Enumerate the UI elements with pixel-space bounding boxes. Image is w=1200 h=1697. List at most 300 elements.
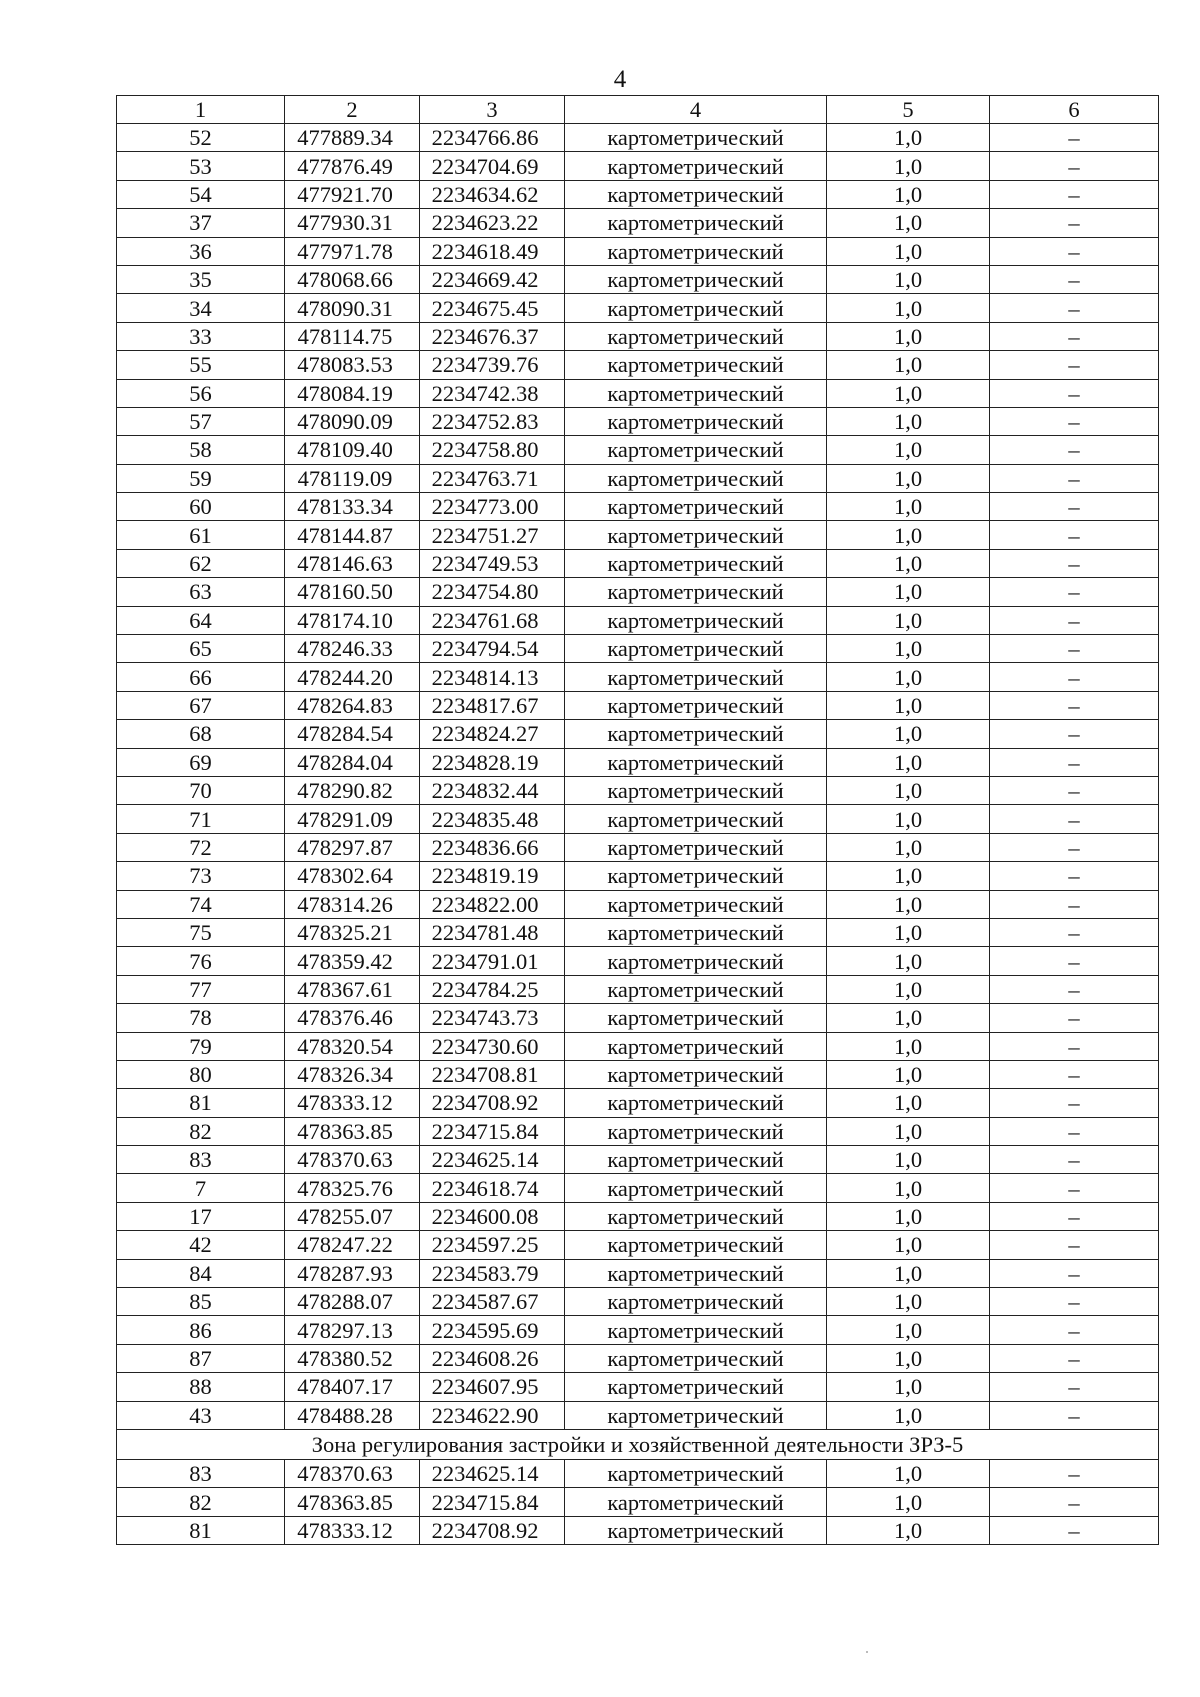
method-cell: картометрический — [565, 1288, 827, 1316]
method-cell: картометрический — [565, 1231, 827, 1259]
description-cell: – — [990, 1004, 1159, 1032]
table-row — [117, 1032, 1159, 1060]
point-number-cell: 83 — [117, 1459, 285, 1487]
table-row — [117, 1401, 1159, 1429]
table-row — [117, 833, 1159, 861]
method-cell: картометрический — [565, 748, 827, 776]
accuracy-cell: 1,0 — [827, 1373, 990, 1401]
description-cell: – — [990, 1288, 1159, 1316]
accuracy-cell: 1,0 — [827, 1344, 990, 1372]
y-coordinate-cell: 2234817.67 — [420, 691, 565, 719]
table-row — [117, 1288, 1159, 1316]
description-cell: – — [990, 748, 1159, 776]
x-coordinate-cell: 478144.87 — [285, 521, 420, 549]
description-cell: – — [990, 209, 1159, 237]
x-coordinate-cell: 478333.12 — [285, 1516, 420, 1544]
y-coordinate-cell: 2234781.48 — [420, 918, 565, 946]
y-coordinate-cell: 2234832.44 — [420, 776, 565, 804]
header-cell-1: 1 — [117, 96, 285, 124]
method-cell: картометрический — [565, 691, 827, 719]
zone-title-row — [117, 1429, 1159, 1459]
description-cell: – — [990, 1231, 1159, 1259]
x-coordinate-cell: 478083.53 — [285, 351, 420, 379]
accuracy-cell: 1,0 — [827, 578, 990, 606]
description-cell: – — [990, 1401, 1159, 1429]
y-coordinate-cell: 2234791.01 — [420, 947, 565, 975]
accuracy-cell: 1,0 — [827, 606, 990, 634]
x-coordinate-cell: 478264.83 — [285, 691, 420, 719]
description-cell: – — [990, 918, 1159, 946]
method-cell: картометрический — [565, 720, 827, 748]
point-number-cell: 82 — [117, 1117, 285, 1145]
description-cell: – — [990, 1516, 1159, 1544]
y-coordinate-cell: 2234715.84 — [420, 1117, 565, 1145]
x-coordinate-cell: 478114.75 — [285, 322, 420, 350]
x-coordinate-cell: 477971.78 — [285, 237, 420, 265]
y-coordinate-cell: 2234824.27 — [420, 720, 565, 748]
method-cell: картометрический — [565, 1146, 827, 1174]
accuracy-cell: 1,0 — [827, 1060, 990, 1088]
table-row — [117, 1316, 1159, 1344]
x-coordinate-cell: 478325.76 — [285, 1174, 420, 1202]
table-row — [117, 1117, 1159, 1145]
description-cell: – — [990, 606, 1159, 634]
description-cell: – — [990, 379, 1159, 407]
x-coordinate-cell: 478084.19 — [285, 379, 420, 407]
y-coordinate-cell: 2234708.81 — [420, 1060, 565, 1088]
accuracy-cell: 1,0 — [827, 1032, 990, 1060]
accuracy-cell: 1,0 — [827, 351, 990, 379]
point-number-cell: 37 — [117, 209, 285, 237]
y-coordinate-cell: 2234743.73 — [420, 1004, 565, 1032]
y-coordinate-cell: 2234766.86 — [420, 124, 565, 152]
accuracy-cell: 1,0 — [827, 833, 990, 861]
description-cell: – — [990, 975, 1159, 1003]
point-number-cell: 53 — [117, 152, 285, 180]
point-number-cell: 61 — [117, 521, 285, 549]
coordinates-table — [116, 95, 1159, 1545]
table-row — [117, 890, 1159, 918]
accuracy-cell: 1,0 — [827, 1288, 990, 1316]
y-coordinate-cell: 2234715.84 — [420, 1488, 565, 1516]
accuracy-cell: 1,0 — [827, 209, 990, 237]
description-cell: – — [990, 521, 1159, 549]
description-cell: – — [990, 635, 1159, 663]
point-number-cell: 55 — [117, 351, 285, 379]
description-cell: – — [990, 152, 1159, 180]
point-number-cell: 59 — [117, 464, 285, 492]
point-number-cell: 78 — [117, 1004, 285, 1032]
description-cell: – — [990, 776, 1159, 804]
y-coordinate-cell: 2234623.22 — [420, 209, 565, 237]
table-body — [117, 124, 1159, 1430]
accuracy-cell: 1,0 — [827, 947, 990, 975]
x-coordinate-cell: 478297.87 — [285, 833, 420, 861]
point-number-cell: 56 — [117, 379, 285, 407]
accuracy-cell: 1,0 — [827, 663, 990, 691]
table-row — [117, 691, 1159, 719]
method-cell: картометрический — [565, 152, 827, 180]
zone-table-body — [117, 1459, 1159, 1544]
y-coordinate-cell: 2234595.69 — [420, 1316, 565, 1344]
accuracy-cell: 1,0 — [827, 436, 990, 464]
table-row — [117, 776, 1159, 804]
description-cell: – — [990, 124, 1159, 152]
accuracy-cell: 1,0 — [827, 1401, 990, 1429]
x-coordinate-cell: 478363.85 — [285, 1488, 420, 1516]
accuracy-cell: 1,0 — [827, 1004, 990, 1032]
point-number-cell: 82 — [117, 1488, 285, 1516]
point-number-cell: 43 — [117, 1401, 285, 1429]
point-number-cell: 52 — [117, 124, 285, 152]
table-row — [117, 322, 1159, 350]
accuracy-cell: 1,0 — [827, 805, 990, 833]
y-coordinate-cell: 2234704.69 — [420, 152, 565, 180]
header-cell-3: 3 — [420, 96, 565, 124]
method-cell: картометрический — [565, 862, 827, 890]
accuracy-cell: 1,0 — [827, 975, 990, 1003]
point-number-cell: 63 — [117, 578, 285, 606]
scan-speck — [866, 1651, 868, 1653]
point-number-cell: 65 — [117, 635, 285, 663]
y-coordinate-cell: 2234742.38 — [420, 379, 565, 407]
y-coordinate-cell: 2234669.42 — [420, 265, 565, 293]
table-row — [117, 1488, 1159, 1516]
x-coordinate-cell: 478363.85 — [285, 1117, 420, 1145]
description-cell: – — [990, 805, 1159, 833]
point-number-cell: 66 — [117, 663, 285, 691]
table-row — [117, 805, 1159, 833]
point-number-cell: 7 — [117, 1174, 285, 1202]
point-number-cell: 83 — [117, 1146, 285, 1174]
description-cell: – — [990, 1316, 1159, 1344]
accuracy-cell: 1,0 — [827, 748, 990, 776]
method-cell: картометрический — [565, 1202, 827, 1230]
method-cell: картометрический — [565, 124, 827, 152]
x-coordinate-cell: 478376.46 — [285, 1004, 420, 1032]
description-cell: – — [990, 1459, 1159, 1487]
description-cell: – — [990, 493, 1159, 521]
point-number-cell: 35 — [117, 265, 285, 293]
description-cell: – — [990, 1344, 1159, 1372]
method-cell: картометрический — [565, 209, 827, 237]
accuracy-cell: 1,0 — [827, 720, 990, 748]
accuracy-cell: 1,0 — [827, 1259, 990, 1287]
x-coordinate-cell: 478090.31 — [285, 294, 420, 322]
x-coordinate-cell: 478326.34 — [285, 1060, 420, 1088]
x-coordinate-cell: 478284.54 — [285, 720, 420, 748]
method-cell: картометрический — [565, 1117, 827, 1145]
accuracy-cell: 1,0 — [827, 521, 990, 549]
description-cell: – — [990, 947, 1159, 975]
table-row — [117, 1174, 1159, 1202]
x-coordinate-cell: 478160.50 — [285, 578, 420, 606]
x-coordinate-cell: 478359.42 — [285, 947, 420, 975]
y-coordinate-cell: 2234814.13 — [420, 663, 565, 691]
method-cell: картометрический — [565, 890, 827, 918]
x-coordinate-cell: 478314.26 — [285, 890, 420, 918]
x-coordinate-cell: 478370.63 — [285, 1459, 420, 1487]
table-row — [117, 265, 1159, 293]
accuracy-cell: 1,0 — [827, 1316, 990, 1344]
accuracy-cell: 1,0 — [827, 1459, 990, 1487]
point-number-cell: 36 — [117, 237, 285, 265]
accuracy-cell: 1,0 — [827, 549, 990, 577]
table-row — [117, 407, 1159, 435]
y-coordinate-cell: 2234608.26 — [420, 1344, 565, 1372]
method-cell: картометрический — [565, 237, 827, 265]
y-coordinate-cell: 2234784.25 — [420, 975, 565, 1003]
table-row — [117, 1060, 1159, 1088]
accuracy-cell: 1,0 — [827, 237, 990, 265]
description-cell: – — [990, 407, 1159, 435]
x-coordinate-cell: 478119.09 — [285, 464, 420, 492]
point-number-cell: 73 — [117, 862, 285, 890]
y-coordinate-cell: 2234708.92 — [420, 1089, 565, 1117]
x-coordinate-cell: 478287.93 — [285, 1259, 420, 1287]
y-coordinate-cell: 2234618.49 — [420, 237, 565, 265]
description-cell: – — [990, 1373, 1159, 1401]
point-number-cell: 77 — [117, 975, 285, 1003]
accuracy-cell: 1,0 — [827, 635, 990, 663]
description-cell: – — [990, 237, 1159, 265]
point-number-cell: 72 — [117, 833, 285, 861]
method-cell: картометрический — [565, 663, 827, 691]
point-number-cell: 67 — [117, 691, 285, 719]
y-coordinate-cell: 2234819.19 — [420, 862, 565, 890]
method-cell: картометрический — [565, 493, 827, 521]
accuracy-cell: 1,0 — [827, 265, 990, 293]
point-number-cell: 85 — [117, 1288, 285, 1316]
header-row — [117, 96, 1159, 124]
description-cell: – — [990, 663, 1159, 691]
x-coordinate-cell: 478255.07 — [285, 1202, 420, 1230]
method-cell: картометрический — [565, 549, 827, 577]
y-coordinate-cell: 2234587.67 — [420, 1288, 565, 1316]
accuracy-cell: 1,0 — [827, 1146, 990, 1174]
x-coordinate-cell: 477876.49 — [285, 152, 420, 180]
description-cell: – — [990, 691, 1159, 719]
method-cell: картометрический — [565, 1316, 827, 1344]
table-row — [117, 635, 1159, 663]
table-row — [117, 663, 1159, 691]
method-cell: картометрический — [565, 635, 827, 663]
y-coordinate-cell: 2234600.08 — [420, 1202, 565, 1230]
y-coordinate-cell: 2234836.66 — [420, 833, 565, 861]
method-cell: картометрический — [565, 1089, 827, 1117]
y-coordinate-cell: 2234754.80 — [420, 578, 565, 606]
x-coordinate-cell: 478246.33 — [285, 635, 420, 663]
description-cell: – — [990, 1060, 1159, 1088]
table-row — [117, 947, 1159, 975]
y-coordinate-cell: 2234675.45 — [420, 294, 565, 322]
method-cell: картометрический — [565, 322, 827, 350]
point-number-cell: 42 — [117, 1231, 285, 1259]
x-coordinate-cell: 478333.12 — [285, 1089, 420, 1117]
x-coordinate-cell: 478407.17 — [285, 1373, 420, 1401]
y-coordinate-cell: 2234583.79 — [420, 1259, 565, 1287]
x-coordinate-cell: 478302.64 — [285, 862, 420, 890]
method-cell: картометрический — [565, 379, 827, 407]
x-coordinate-cell: 478297.13 — [285, 1316, 420, 1344]
description-cell: – — [990, 265, 1159, 293]
accuracy-cell: 1,0 — [827, 180, 990, 208]
description-cell: – — [990, 294, 1159, 322]
method-cell: картометрический — [565, 1344, 827, 1372]
x-coordinate-cell: 478090.09 — [285, 407, 420, 435]
header-cell-5: 5 — [827, 96, 990, 124]
accuracy-cell: 1,0 — [827, 294, 990, 322]
point-number-cell: 71 — [117, 805, 285, 833]
x-coordinate-cell: 477921.70 — [285, 180, 420, 208]
method-cell: картометрический — [565, 1516, 827, 1544]
y-coordinate-cell: 2234822.00 — [420, 890, 565, 918]
method-cell: картометрический — [565, 1373, 827, 1401]
table-row — [117, 862, 1159, 890]
point-number-cell: 17 — [117, 1202, 285, 1230]
x-coordinate-cell: 478146.63 — [285, 549, 420, 577]
point-number-cell: 80 — [117, 1060, 285, 1088]
point-number-cell: 81 — [117, 1516, 285, 1544]
method-cell: картометрический — [565, 947, 827, 975]
description-cell: – — [990, 180, 1159, 208]
method-cell: картометрический — [565, 1004, 827, 1032]
point-number-cell: 69 — [117, 748, 285, 776]
accuracy-cell: 1,0 — [827, 1174, 990, 1202]
table-row — [117, 237, 1159, 265]
method-cell: картометрический — [565, 1488, 827, 1516]
table-row — [117, 152, 1159, 180]
description-cell: – — [990, 464, 1159, 492]
y-coordinate-cell: 2234751.27 — [420, 521, 565, 549]
x-coordinate-cell: 478133.34 — [285, 493, 420, 521]
table-row — [117, 975, 1159, 1003]
accuracy-cell: 1,0 — [827, 1516, 990, 1544]
description-cell: – — [990, 322, 1159, 350]
method-cell: картометрический — [565, 833, 827, 861]
table-row — [117, 918, 1159, 946]
description-cell: – — [990, 1174, 1159, 1202]
x-coordinate-cell: 478370.63 — [285, 1146, 420, 1174]
accuracy-cell: 1,0 — [827, 691, 990, 719]
x-coordinate-cell: 478320.54 — [285, 1032, 420, 1060]
table-row — [117, 606, 1159, 634]
description-cell: – — [990, 833, 1159, 861]
accuracy-cell: 1,0 — [827, 1231, 990, 1259]
accuracy-cell: 1,0 — [827, 493, 990, 521]
method-cell: картометрический — [565, 1459, 827, 1487]
table-row — [117, 493, 1159, 521]
x-coordinate-cell: 478247.22 — [285, 1231, 420, 1259]
y-coordinate-cell: 2234773.00 — [420, 493, 565, 521]
table-row — [117, 351, 1159, 379]
x-coordinate-cell: 478284.04 — [285, 748, 420, 776]
accuracy-cell: 1,0 — [827, 918, 990, 946]
x-coordinate-cell: 478174.10 — [285, 606, 420, 634]
accuracy-cell: 1,0 — [827, 1117, 990, 1145]
header-cell-6: 6 — [990, 96, 1159, 124]
table-row — [117, 1089, 1159, 1117]
x-coordinate-cell: 478488.28 — [285, 1401, 420, 1429]
point-number-cell: 86 — [117, 1316, 285, 1344]
y-coordinate-cell: 2234622.90 — [420, 1401, 565, 1429]
y-coordinate-cell: 2234708.92 — [420, 1516, 565, 1544]
description-cell: – — [990, 1146, 1159, 1174]
y-coordinate-cell: 2234794.54 — [420, 635, 565, 663]
point-number-cell: 62 — [117, 549, 285, 577]
point-number-cell: 68 — [117, 720, 285, 748]
y-coordinate-cell: 2234739.76 — [420, 351, 565, 379]
table-row — [117, 1516, 1159, 1544]
page-number: 4 — [613, 66, 627, 93]
description-cell: – — [990, 578, 1159, 606]
table-row — [117, 294, 1159, 322]
method-cell: картометрический — [565, 436, 827, 464]
y-coordinate-cell: 2234763.71 — [420, 464, 565, 492]
accuracy-cell: 1,0 — [827, 152, 990, 180]
method-cell: картометрический — [565, 578, 827, 606]
method-cell: картометрический — [565, 1060, 827, 1088]
zone-section — [117, 1429, 1159, 1459]
accuracy-cell: 1,0 — [827, 890, 990, 918]
method-cell: картометрический — [565, 521, 827, 549]
table-row — [117, 748, 1159, 776]
y-coordinate-cell: 2234749.53 — [420, 549, 565, 577]
method-cell: картометрический — [565, 606, 827, 634]
table-row — [117, 464, 1159, 492]
point-number-cell: 34 — [117, 294, 285, 322]
x-coordinate-cell: 478380.52 — [285, 1344, 420, 1372]
description-cell: – — [990, 351, 1159, 379]
y-coordinate-cell: 2234625.14 — [420, 1146, 565, 1174]
accuracy-cell: 1,0 — [827, 407, 990, 435]
accuracy-cell: 1,0 — [827, 1202, 990, 1230]
description-cell: – — [990, 1117, 1159, 1145]
x-coordinate-cell: 478288.07 — [285, 1288, 420, 1316]
header-cell-2: 2 — [285, 96, 420, 124]
accuracy-cell: 1,0 — [827, 776, 990, 804]
description-cell: – — [990, 1089, 1159, 1117]
description-cell: – — [990, 1202, 1159, 1230]
y-coordinate-cell: 2234828.19 — [420, 748, 565, 776]
point-number-cell: 81 — [117, 1089, 285, 1117]
accuracy-cell: 1,0 — [827, 1488, 990, 1516]
point-number-cell: 58 — [117, 436, 285, 464]
table-row — [117, 1373, 1159, 1401]
y-coordinate-cell: 2234618.74 — [420, 1174, 565, 1202]
method-cell: картометрический — [565, 805, 827, 833]
x-coordinate-cell: 478290.82 — [285, 776, 420, 804]
accuracy-cell: 1,0 — [827, 124, 990, 152]
point-number-cell: 60 — [117, 493, 285, 521]
method-cell: картометрический — [565, 1032, 827, 1060]
point-number-cell: 76 — [117, 947, 285, 975]
table-row — [117, 1231, 1159, 1259]
table-row — [117, 209, 1159, 237]
y-coordinate-cell: 2234835.48 — [420, 805, 565, 833]
y-coordinate-cell: 2234676.37 — [420, 322, 565, 350]
description-cell: – — [990, 862, 1159, 890]
method-cell: картометрический — [565, 294, 827, 322]
table-row — [117, 720, 1159, 748]
method-cell: картометрический — [565, 975, 827, 1003]
x-coordinate-cell: 478291.09 — [285, 805, 420, 833]
table-row — [117, 124, 1159, 152]
point-number-cell: 74 — [117, 890, 285, 918]
table-row — [117, 1004, 1159, 1032]
point-number-cell: 54 — [117, 180, 285, 208]
point-number-cell: 70 — [117, 776, 285, 804]
